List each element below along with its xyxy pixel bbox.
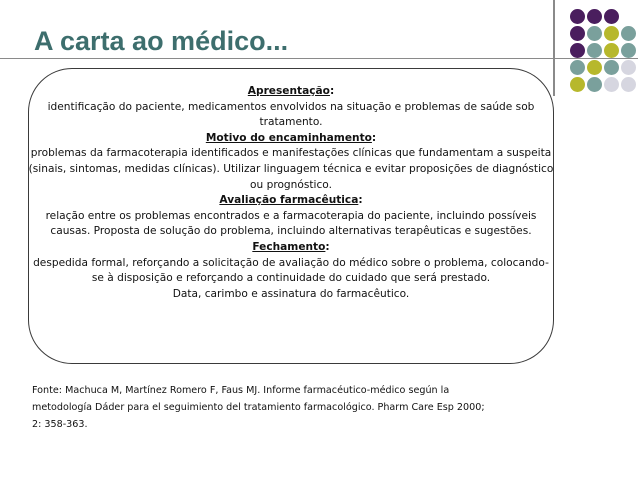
section-text-fechamento: despedida formal, reforçando a solicitação de avaliação do médico sobre o problema, colocando-se à disposição e reforçando a continuidade do cuidado que será prestado. [33,256,549,285]
dot-teal [587,43,602,58]
slide-title: A carta ao médico... [34,26,289,56]
dot-purple [570,9,585,24]
section-text-motivo: problemas da farmacoterapia identificados e manifestações clínicas que fundamentam a suspeita (sinais, sintomas, medidas clínicas). Utilizar linguagem técnica e evitar proposições de diagnóstico ou prognóstico. [28,147,554,191]
section-heading-avaliacao: Avaliação farmacêutica: [219,194,363,207]
dot-teal [587,77,602,92]
dot-teal [604,60,619,75]
dot-olive [587,60,602,75]
dot-gray [604,77,619,92]
section-heading-motivo: Motivo do encaminhamento: [205,131,377,144]
source-citation [32,382,552,433]
dot-purple [570,43,585,58]
closing-line: Data, carimbo e assinatura do farmacêutico. [172,287,410,300]
dot-purple [570,26,585,41]
letter-body [28,84,554,302]
dot-purple [604,9,619,24]
dot-olive [604,26,619,41]
dot-gray [621,77,636,92]
source-line: Fonte: Machuca M, Martínez Romero F, Faus MJ. Informe farmacéutico-médico según la [32,385,450,396]
source-line: 2: 358-363. [32,419,88,430]
dot-teal [621,43,636,58]
dot-teal [621,26,636,41]
section-heading-apresentacao: Apresentação: [247,85,335,97]
dot-olive [570,77,585,92]
dot-olive [604,43,619,58]
section-text-avaliacao: relação entre os problemas encontrados e a farmacoterapia do paciente, incluindo possíveis causas. Proposta de solução do problema, incluindo alternativas terapêuticas e sugestões. [45,209,537,238]
source-line: metodología Dáder para el seguimiento del tratamiento farmacológico. Pharm Care Esp 2000; [32,402,485,413]
dot-purple [587,9,602,24]
horizontal-divider [0,58,638,59]
section-heading-fechamento: Fechamento: [252,240,330,253]
dot-teal [587,26,602,41]
dot-gray [621,60,636,75]
section-text-apresentacao: identificação do paciente, medicamentos envolvidos na situação e problemas de saúde sob tratamento. [47,100,535,129]
vertical-divider [553,0,555,96]
dot-teal [570,60,585,75]
